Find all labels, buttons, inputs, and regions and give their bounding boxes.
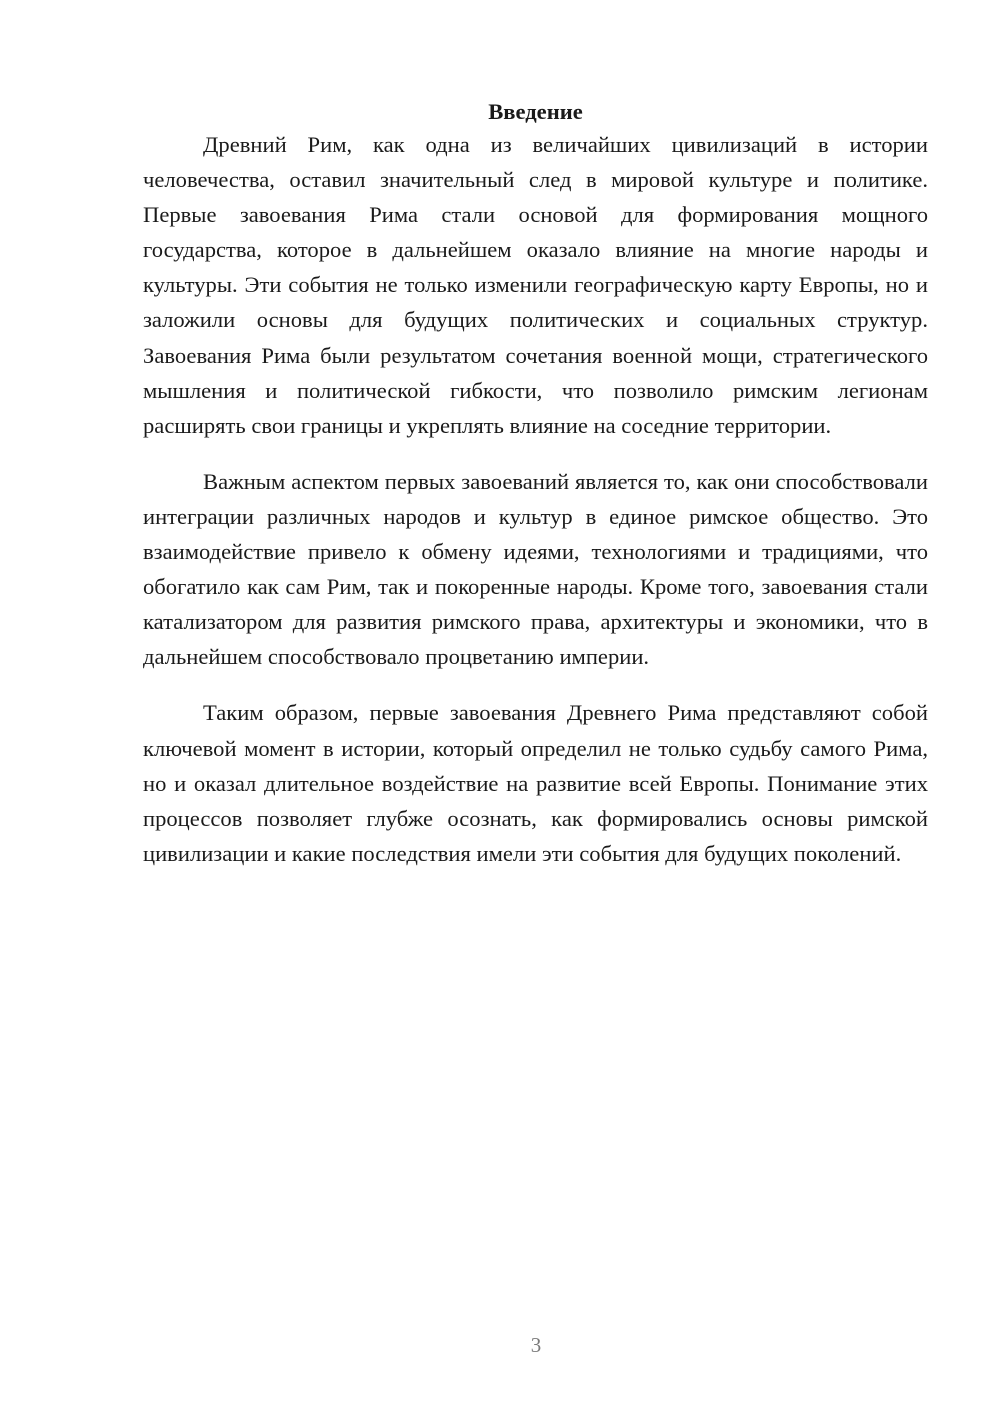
section-heading: Введение	[488, 99, 583, 124]
paragraph-1: Древний Рим, как одна из величайших цивилизаций в истории человечества, оставил значительный след в мировой культуре и политике. Первые завоевания Рима стали основой для формирования мощного государства, которое в дальнейшем оказало влияние на многие народы и культуры. Эти события не только изменили географическую карту Европы, но и заложили основы для будущих политических и социальных структур. Завоевания Рима были результатом сочетания военной мощи, стратегического мышления и политической гибкости, что позволило римским легионам расширять свои границы и укреплять влияние на соседние территории.	[143, 132, 928, 438]
paragraph-3: Таким образом, первые завоевания Древнего Рима представляют собой ключевой момент в истории, который определил не только судьбу самого Рима, но и оказал длительное воздействие на развитие всей Европы. Понимание этих процессов позволяет глубже осознать, как формировались основы римской цивилизации и какие последствия имели эти события для будущих поколений.	[143, 700, 928, 866]
paragraph-2: Важным аспектом первых завоеваний является то, как они способствовали интеграции различных народов и культур в единое римское общество. Это взаимодействие привело к обмену идеями, технологиями и традициями, что обогатило как сам Рим, так и покоренные народы. Кроме того, завоевания стали катализатором для развития римского права, архитектуры и экономики, что в дальнейшем способствовало процветанию империи.	[143, 468, 928, 670]
page-content	[143, 96, 928, 871]
page-number: 3	[530, 1333, 542, 1357]
